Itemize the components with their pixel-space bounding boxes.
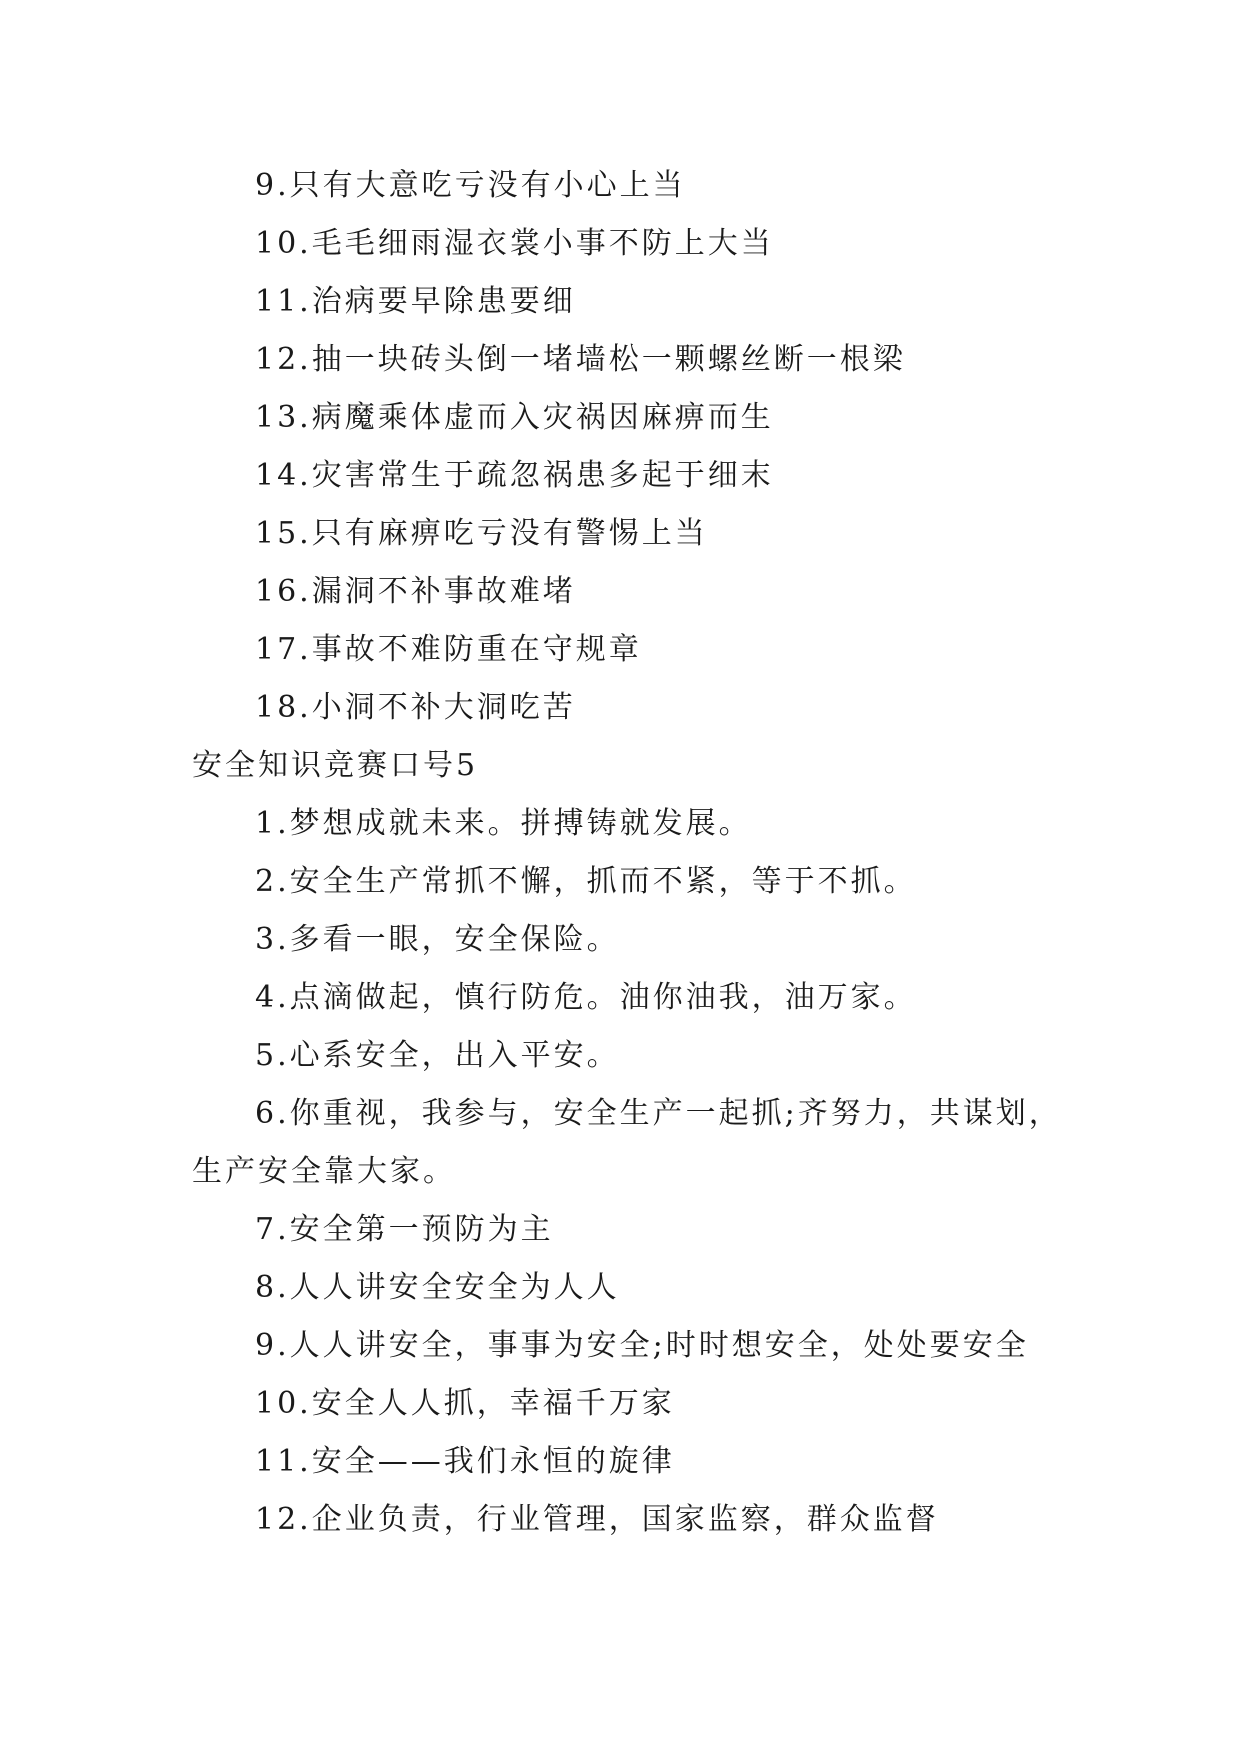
list-item: 15.只有麻痹吃亏没有警惕上当 (255, 516, 708, 551)
list-item: 12.抽一块砖头倒一堵墙松一颗螺丝断一根梁 (255, 342, 906, 377)
list-item: 8.人人讲安全安全为人人 (255, 1270, 620, 1305)
list-item: 1.梦想成就未来。拼搏铸就发展。 (255, 806, 752, 841)
list-item: 3.多看一眼，安全保险。 (255, 922, 620, 957)
list-item: 11.安全——我们永恒的旋律 (255, 1444, 675, 1479)
list-item: 13.病魔乘体虚而入灾祸因麻痹而生 (255, 400, 774, 435)
list-item: 14.灾害常生于疏忽祸患多起于细末 (255, 458, 774, 493)
list-item: 10.安全人人抓，幸福千万家 (255, 1386, 675, 1421)
list-item: 9.只有大意吃亏没有小心上当 (255, 168, 686, 203)
list-item: 5.心系安全，出入平安。 (255, 1038, 620, 1073)
list-item: 11.治病要早除患要细 (255, 284, 576, 319)
document-body (192, 157, 1082, 1549)
list-item: 7.安全第一预防为主 (255, 1212, 554, 1247)
list-item: 4.点滴做起，慎行防危。油你油我，油万家。 (255, 980, 917, 1015)
list-item: 12.企业负责，行业管理，国家监察，群众监督 (255, 1502, 939, 1537)
list-item: 9.人人讲安全，事事为安全;时时想安全，处处要安全 (255, 1328, 1029, 1363)
list-item: 18.小洞不补大洞吃苦 (255, 690, 576, 725)
section-heading: 安全知识竞赛口号5 (192, 748, 479, 783)
list-item: 2.安全生产常抓不懈，抓而不紧，等于不抓。 (255, 864, 917, 899)
list-item: 10.毛毛细雨湿衣裳小事不防上大当 (255, 226, 774, 261)
list-item: 17.事故不难防重在守规章 (255, 632, 642, 667)
list-item-wrapped-continuation: 生产安全靠大家。 (192, 1154, 456, 1189)
list-item-wrapped-first-line: 6.你重视，我参与，安全生产一起抓;齐努力，共谋划， (255, 1096, 1062, 1131)
list-item: 16.漏洞不补事故难堵 (255, 574, 576, 609)
